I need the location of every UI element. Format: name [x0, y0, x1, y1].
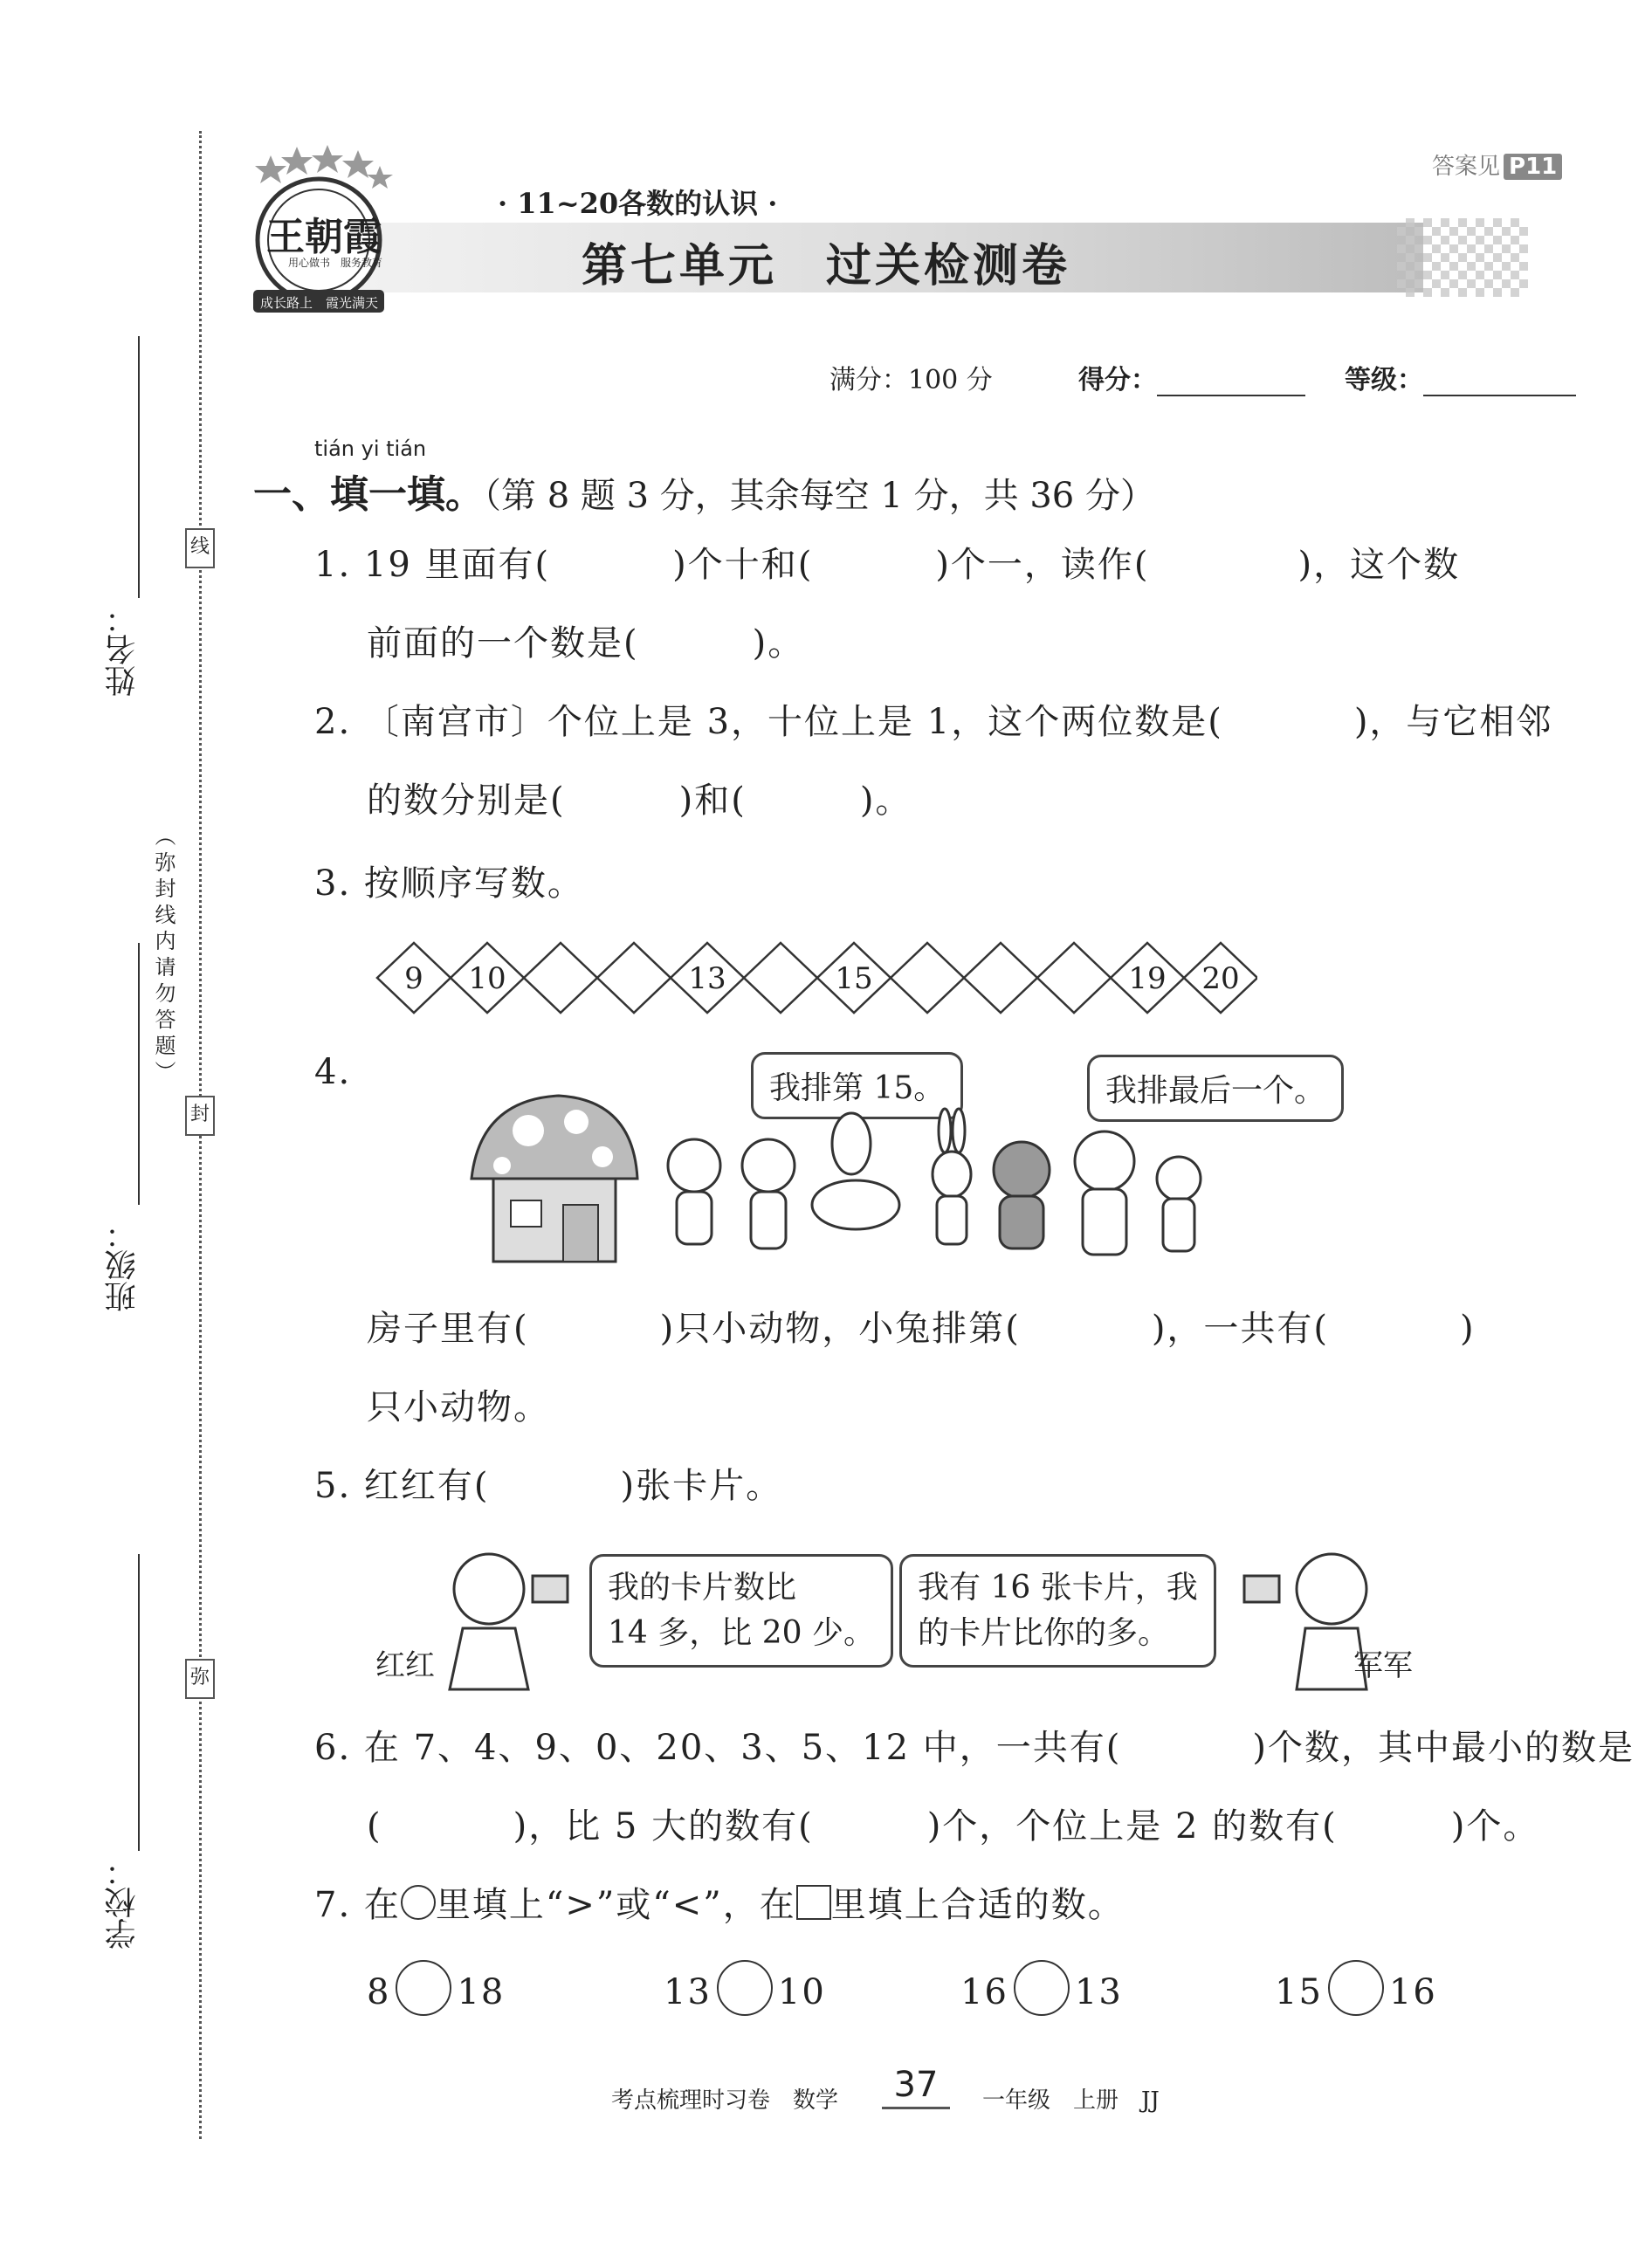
q2-line1: 2. 〔南宫市〕个位上是 3，十位上是 1，这个两位数是( )，与它相邻	[314, 702, 1553, 742]
q3-diamond-cell[interactable]	[597, 943, 671, 1013]
page-title: 第七单元 过关检测卷	[581, 240, 1070, 292]
q5-boy-bubble: 我有 16 张卡片，我 的卡片比你的多。	[899, 1554, 1216, 1668]
score-blank[interactable]	[1157, 395, 1305, 396]
q3-diamond-cell[interactable]	[524, 943, 597, 1013]
q7-compare-circle-2[interactable]	[717, 1960, 773, 2016]
q3-diamond-number: 20	[1201, 961, 1240, 996]
q7-compare-circle-1[interactable]	[396, 1960, 451, 2016]
q7-pair-3: 16 13	[960, 1960, 1123, 2016]
q3-diamond-sequence	[367, 934, 1257, 1021]
circle-symbol-icon	[401, 1885, 436, 1920]
q7-text: 7. 在 里填上“>”或“<”，在 里填上合适的数。	[314, 1885, 1125, 1925]
q4-line1: 房子里有( )只小动物，小兔排第( )，一共有( )	[367, 1309, 1476, 1349]
name-label: 姓名：	[105, 602, 141, 697]
grade-field: 等级：	[1345, 358, 1576, 396]
bind-word-feng: 封	[185, 1096, 215, 1136]
class-blank[interactable]	[138, 943, 140, 1205]
q4-animal-queue-illustration	[463, 1083, 1249, 1275]
q3-diamond-number: 19	[1128, 961, 1167, 996]
q6-line2: ( )，比 5 大的数有( )个，个位上是 2 的数有( )个。	[367, 1806, 1540, 1847]
q3-text: 3. 按顺序写数。	[314, 863, 584, 904]
square-symbol-icon	[796, 1885, 831, 1920]
school-blank[interactable]	[138, 1554, 140, 1851]
girl-name: 红红	[375, 1648, 435, 1683]
section-pinyin: tián yi tián	[314, 437, 427, 461]
q7-pair-1: 8 18	[367, 1960, 505, 2016]
q4-bubble-15th: 我排第 15。	[751, 1052, 963, 1119]
bind-word-xian: 线	[185, 528, 215, 568]
q1-line1: 1. 19 里面有( )个十和( )个一，读作( )，这个数	[314, 545, 1461, 585]
answer-reference: 答案见 P11	[1432, 148, 1562, 181]
school-label: 学校：	[105, 1855, 141, 1950]
logo-banner: 成长路上 霞光满天	[260, 295, 379, 311]
boy-name: 军军	[1353, 1648, 1413, 1683]
q3-diamond-cell[interactable]	[964, 943, 1037, 1013]
page-number: 37	[882, 2065, 950, 2109]
q7-compare-circle-4[interactable]	[1328, 1960, 1384, 2016]
footer-right: 一年级 上册 JJ	[982, 2087, 1160, 2114]
class-label: 班级：	[105, 1218, 141, 1312]
q3-diamond-cell[interactable]	[1037, 943, 1111, 1013]
q4-number: 4.	[314, 1052, 352, 1092]
logo-motto: 用心做书 服务教育	[288, 257, 383, 269]
q7-pair-4: 15 16	[1275, 1960, 1437, 2016]
name-blank[interactable]	[138, 336, 140, 598]
q3-diamond-number: 15	[835, 961, 873, 996]
q7-pair-2: 13 10	[664, 1960, 826, 2016]
q5-girl-bubble: 我的卡片数比 14 多，比 20 少。	[589, 1554, 893, 1668]
q7-compare-circle-3[interactable]	[1014, 1960, 1070, 2016]
q3-diamond-number: 10	[468, 961, 506, 996]
q4-bubble-last: 我排最后一个。	[1087, 1055, 1344, 1122]
q3-diamond-cell[interactable]	[891, 943, 964, 1013]
footer-left: 考点梳理时习卷 数学	[611, 2087, 839, 2114]
sealing-note: （弥封线内请勿答题）	[151, 825, 176, 1087]
girl-honghong-illustration	[437, 1541, 576, 1698]
q3-diamond-cell[interactable]	[744, 943, 817, 1013]
unit-subtitle: · 11~20各数的认识 ·	[498, 187, 778, 220]
full-score: 满分：100 分	[829, 365, 993, 395]
q5-text: 5. 红红有( )张卡片。	[314, 1466, 783, 1506]
q3-diamond-number: 9	[404, 961, 423, 996]
score-field: 得分：	[1078, 358, 1305, 396]
q4-line2: 只小动物。	[367, 1387, 550, 1427]
q3-diamond-number: 13	[688, 961, 726, 996]
grade-blank[interactable]	[1423, 395, 1576, 396]
q6-line1: 6. 在 7、4、9、0、20、3、5、12 中，一共有( )个数，其中最小的数是	[314, 1728, 1635, 1768]
answer-page-badge: P11	[1504, 154, 1562, 180]
q2-line2: 的数分别是( )和( )。	[367, 781, 912, 821]
section-one-heading: 一、填一填。（第 8 题 3 分，其余每空 1 分，共 36 分）	[253, 472, 1155, 517]
bind-word-mi: 弥	[185, 1659, 215, 1699]
q1-line2: 前面的一个数是( )。	[367, 623, 805, 664]
logo-text: 王朝霞	[266, 215, 382, 259]
